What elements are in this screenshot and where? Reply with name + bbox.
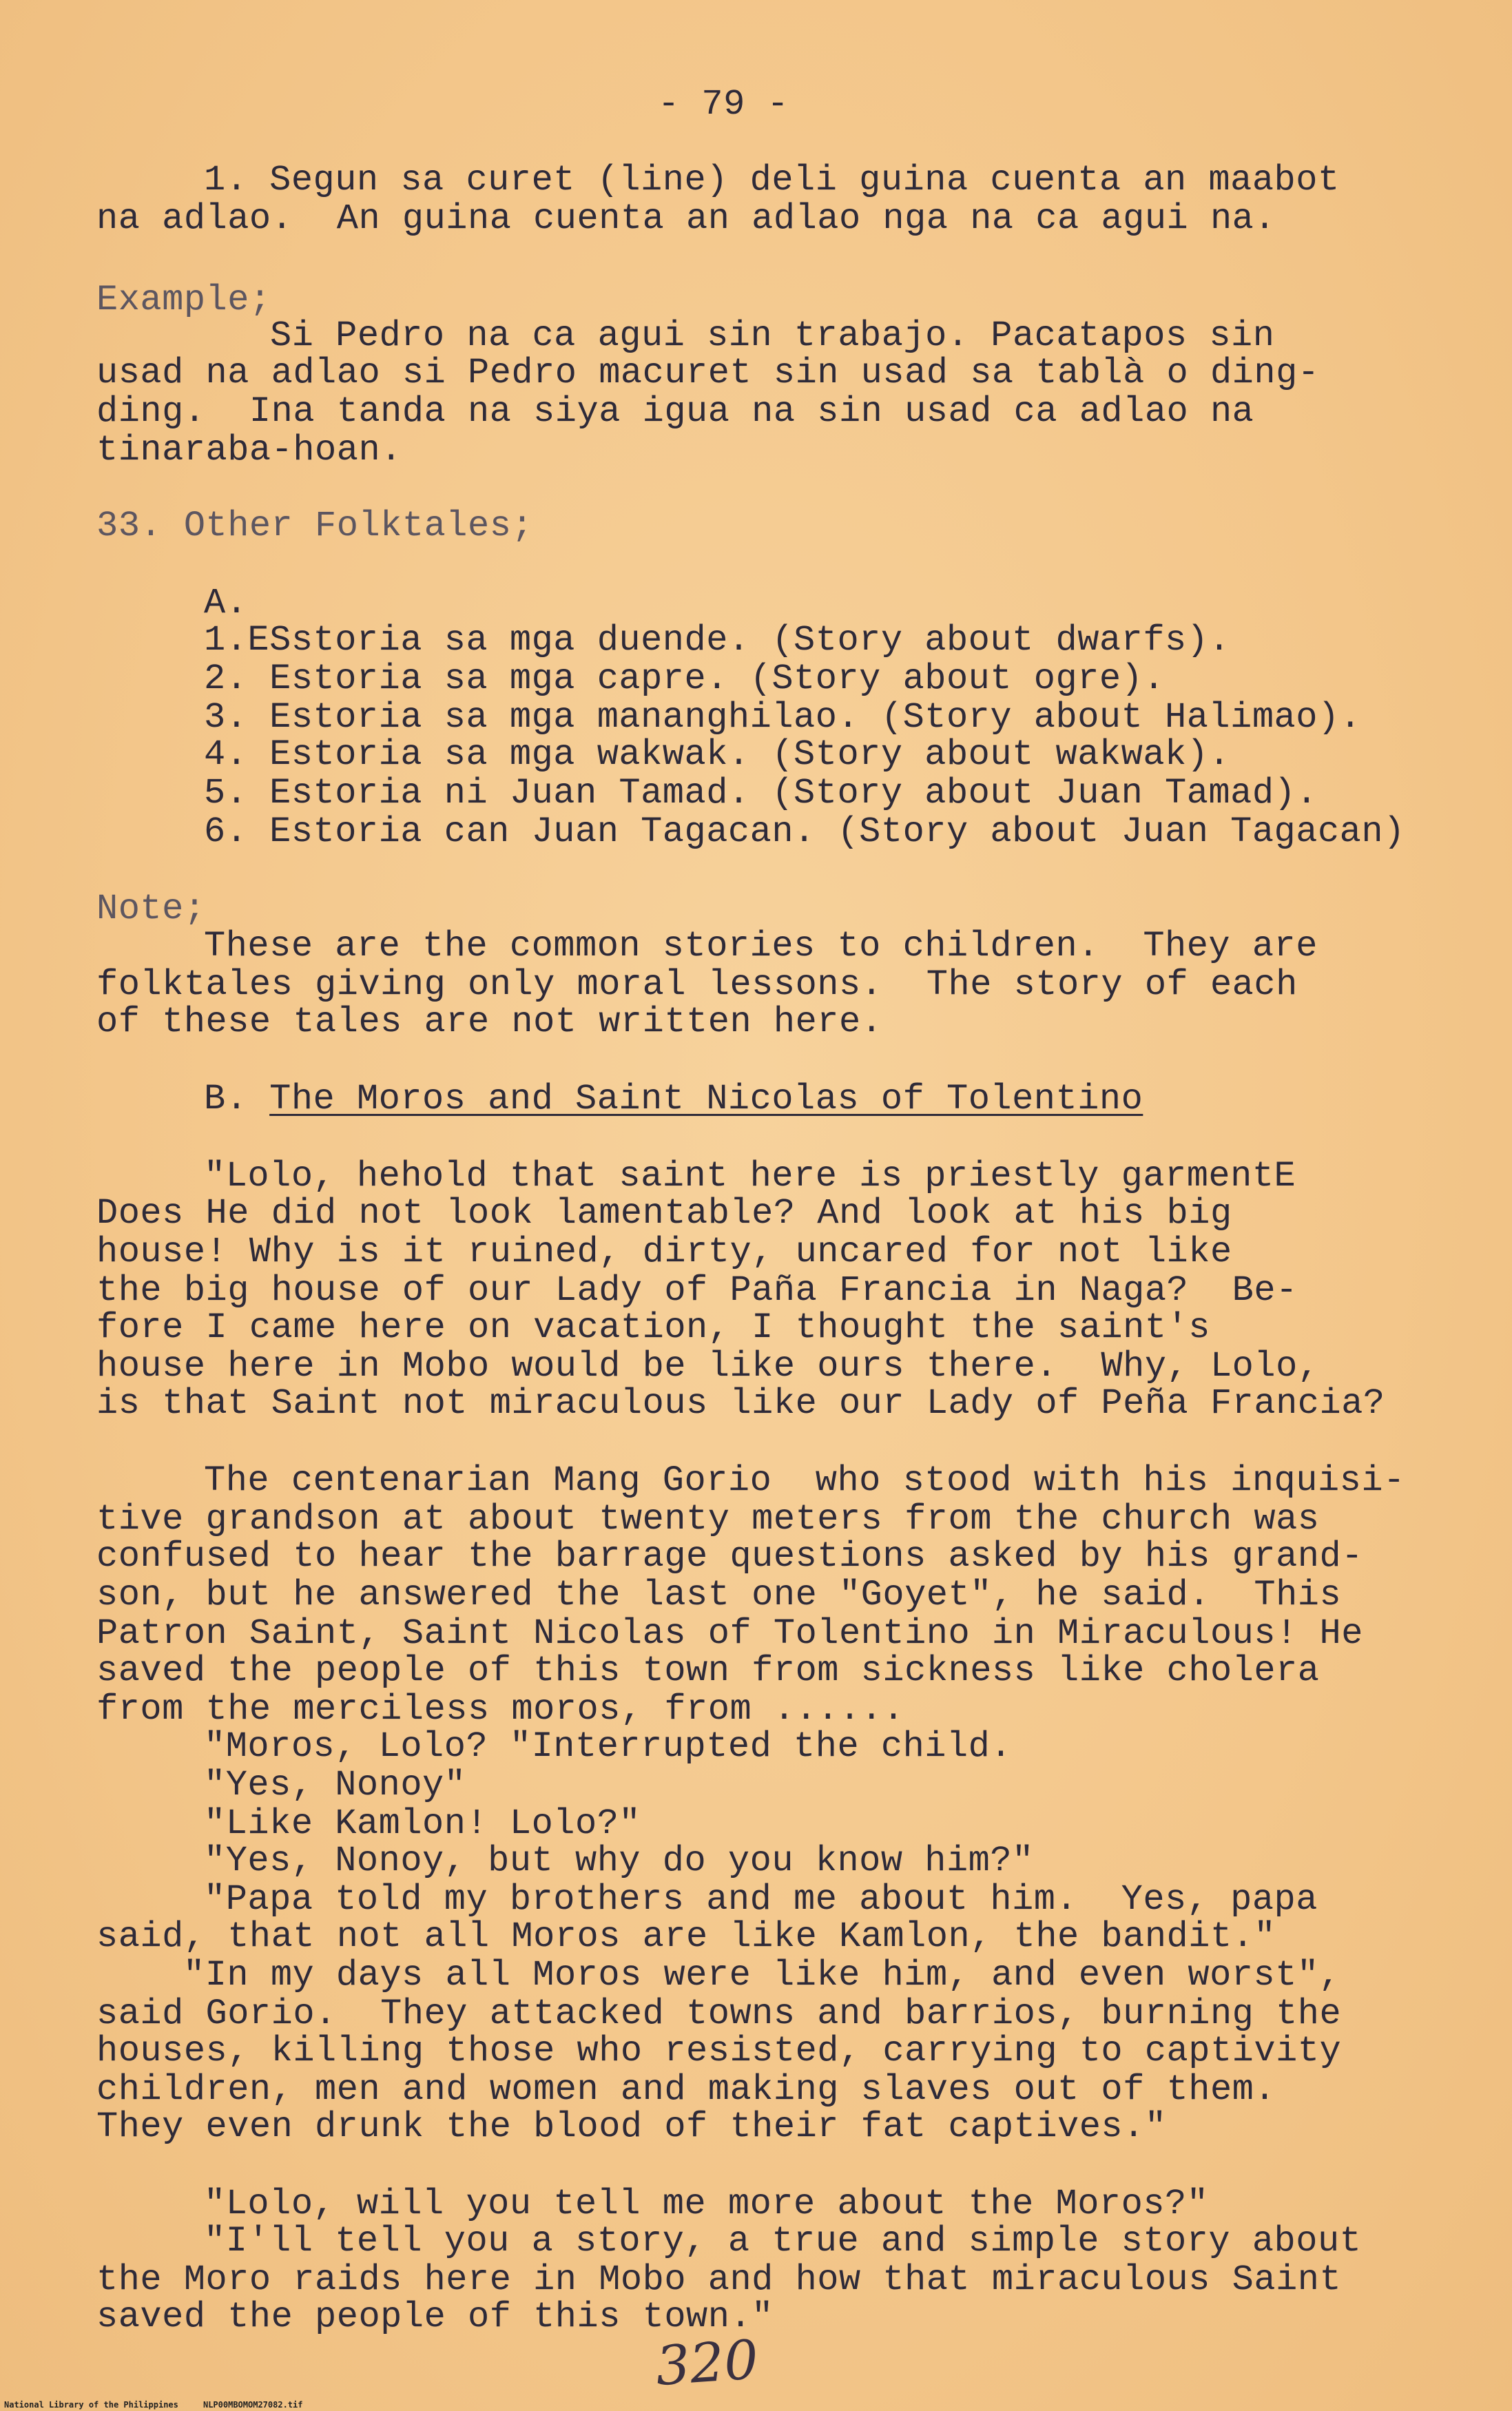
dialogue-line: "Moros, Lolo? "Interrupted the child.: [204, 1726, 1013, 1767]
story-p4-line-2: "I'll tell you a story, a true and simple story about: [204, 2221, 1362, 2262]
story-p3-line-3: houses, killing those who resisted, carrying to captivity: [96, 2031, 1342, 2071]
dialogue-continuation: said, that not all Moros are like Kamlon, the bandit.": [96, 1916, 1276, 1957]
story-p1-line-1: "Lolo, hehold that saint here is priestly garmentE: [204, 1156, 1296, 1197]
story-p4-line-4: saved the people of this town.": [96, 2297, 774, 2337]
dialogue-line: "Yes, Nonoy": [204, 1765, 466, 1805]
story-p3-line-2: said Gorio. They attacked towns and barrios, burning the: [96, 1994, 1342, 2034]
story-p1-line-7: is that Saint not miraculous like our Lady of Peña Francia?: [96, 1383, 1385, 1424]
dialogue-line: "Yes, Nonoy, but why do you know him?": [204, 1841, 1034, 1881]
intro-line-1: 1. Segun sa curet (line) deli guina cuenta an maabot: [204, 160, 1340, 200]
story-p1-line-6: house here in Mobo would be like ours there. Why, Lolo,: [96, 1346, 1320, 1387]
folktale-item: 2. Estoria sa mga capre. (Story about ogre).: [204, 659, 1166, 699]
note-label: Note;: [96, 889, 206, 929]
story-p3-line-4: children, men and women and making slaves out of them.: [96, 2069, 1276, 2110]
example-line-3: ding. Ina tanda na siya igua na sin usad ca adlao na: [96, 391, 1254, 432]
story-heading-prefix: B.: [204, 1079, 270, 1119]
story-p2-line-7: from the merciless moros, from ......: [96, 1689, 905, 1730]
archive-footer: National Library of the Philippines NLP00MBOMOM27082.tif: [4, 2400, 303, 2410]
intro-line-2: na adlao. An guina cuenta an adlao nga na ca agui na.: [96, 198, 1276, 239]
story-p1-line-4: the big house of our Lady of Paña Francia in Naga? Be-: [96, 1270, 1298, 1311]
page-number: - 79 -: [658, 84, 789, 125]
folktale-item: 1.ESstoria sa mga duende. (Story about dwarfs).: [204, 620, 1231, 661]
story-p1-line-3: house! Why is it ruined, dirty, uncared for not like: [96, 1232, 1232, 1272]
story-p2-line-2: tive grandson at about twenty meters from the church was: [96, 1499, 1320, 1540]
folktale-item: 5. Estoria ni Juan Tamad. (Story about Juan Tamad).: [204, 773, 1318, 814]
story-p2-line-3: confused to hear the barrage questions asked by his grand-: [96, 1536, 1363, 1577]
note-line-3: of these tales are not written here.: [96, 1002, 883, 1042]
story-p3-line-1: "In my days all Moros were like him, and even worst",: [183, 1955, 1341, 1996]
dialogue-line: "Papa told my brothers and me about him. Yes, papa: [204, 1879, 1318, 1920]
handwritten-page-number: 320: [654, 2328, 760, 2399]
section-33-sub-a: A.: [204, 583, 248, 623]
folktale-item: 4. Estoria sa mga wakwak. (Story about wakwak).: [204, 734, 1231, 775]
story-p3-line-5: They even drunk the blood of their fat captives.": [96, 2107, 1167, 2147]
story-heading: [204, 1080, 1143, 1119]
story-p1-line-5: fore I came here on vacation, I thought the saint's: [96, 1307, 1210, 1348]
story-p1-line-2: Does He did not look lamentable? And look at his big: [96, 1193, 1232, 1234]
folktale-item: 3. Estoria sa mga mananghilao. (Story about Halimao).: [204, 697, 1362, 738]
dialogue-line: "Like Kamlon! Lolo?": [204, 1803, 641, 1844]
story-heading-title: The Moros and Saint Nicolas of Tolentino: [269, 1079, 1143, 1119]
story-p2-line-6: saved the people of this town from sickness like cholera: [96, 1651, 1320, 1691]
example-line-4: tinaraba-hoan.: [96, 430, 402, 470]
section-33-heading: 33. Other Folktales;: [96, 506, 534, 546]
story-p4-line-3: the Moro raids here in Mobo and how that miraculous Saint: [96, 2259, 1342, 2300]
note-line-2: folktales giving only moral lessons. The story of each: [96, 964, 1298, 1005]
note-line-1: These are the common stories to children. They are: [204, 926, 1318, 966]
story-p2-line-5: Patron Saint, Saint Nicolas of Tolentino in Miraculous! He: [96, 1613, 1363, 1654]
example-line-1: Si Pedro na ca agui sin trabajo. Pacatapos sin: [270, 315, 1275, 356]
example-label: Example;: [96, 280, 271, 320]
example-line-2: usad na adlao si Pedro macuret sin usad sa tablà o ding-: [96, 353, 1320, 393]
story-p2-line-1: The centenarian Mang Gorio who stood with his inquisi-: [204, 1460, 1405, 1501]
story-p2-line-4: son, but he answered the last one "Goyet", he said. This: [96, 1575, 1342, 1615]
story-p4-line-1: "Lolo, will you tell me more about the Moros?": [204, 2184, 1209, 2224]
folktale-item: 6. Estoria can Juan Tagacan. (Story about Juan Tagacan): [204, 811, 1405, 852]
